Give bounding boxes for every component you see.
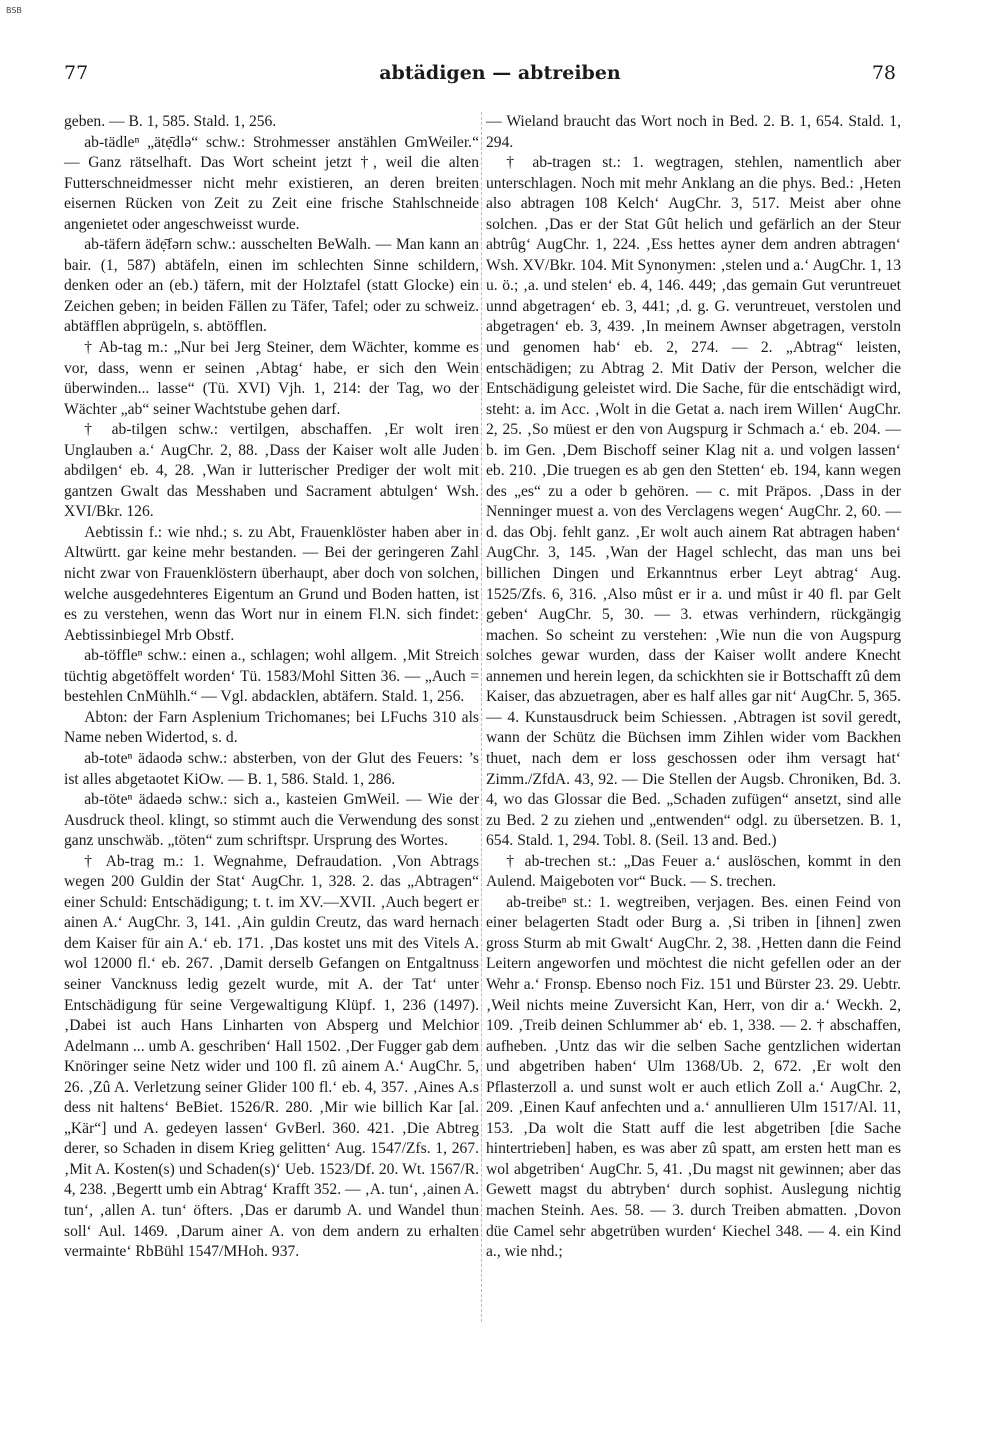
dictionary-entry: ab-tädleⁿ „ätẹ̄dlə“ schw.: Strohmesser anstählen GmWeiler.“ — Ganz rätselhaft. Das Wort scheint jetzt †, weil die alten Futterschneidmesser nicht mehr existieren, an deren breiten eisernen Rücken von Zeit zu Zeit eine frische Stahlschneide angenietet oder angeschweisst wurde.	[64, 133, 479, 233]
left-page-number: 77	[64, 62, 89, 84]
dictionary-entry: ab-treibeⁿ st.: 1. wegtreiben, verjagen. Bes. einen Feind von einer belagerten Stadt oder Burg a. ‚Si triben in [ihnen] zwen gross Sturm ab mit Gwalt‘ AugChr. 2, 38. ‚Hetten dann die Feind Leitern angeworfen und möchtest die nicht gefellen oder an der Wehr a.‘ Fronsp. Ebenso noch Fiz. 151 und Bürster 23. 29. Uebtr. ‚Weil nichts meine Zuversicht Kan, Herr, von dir a.‘ Weckh. 2, 109. ‚Treib deinen Schlummer ab‘ eb. 1, 338. — 2. † abschaffen, aufheben. ‚Untz das wir die selben Sache gentzlichen widertan und abgetriben haben‘ Ulm 1368/Ub. 2, 672. ‚Er wolt den Pflasterzoll a. und sunst wolt er auch etlich Zoll a.‘ AugChr. 2, 209. ‚Einen Kauf anfechten und a.‘ annullieren Ulm 1517/Al. 11, 153. ‚Da wolt die Statt auff die lest abgetriben [die Sache hintertrieben] haben, es was aber zû spatt, am ersten hett man es wol abgetriben‘ AugChr. 5, 41. ‚Du magst nit gewinnen; aber das Gewett magst du abtryben‘ durch sophist. Auslegung nichtig machen Steinh. Aes. 58. — 3. durch Treiben abmatten. ‚Dovon düe Camel sehr abgetrüben wurden‘ Kiechel 348. — 4. ein Kind a., wie nhd.;	[486, 893, 901, 1261]
continuation-text: geben. — B. 1, 585. Stald. 1, 256.	[64, 113, 277, 130]
dictionary-entry: † ab-tilgen schw.: vertilgen, abschaffen. ‚Er wolt iren Unglauben a.‘ AugChr. 2, 88. ‚Dass der Kaiser wolt alle Juden abdilgen‘ eb. 4, 28. ‚Wan ir lutterischer Prediger der wolt mit gantzen Gwalt das Messhaben und Sacrament abtulgen‘ Wsh. XVI/Bkr. 126.	[64, 421, 479, 521]
dictionary-entry: Abton: der Farn Asplenium Trichomanes; bei LFuchs 310 als Name neben Widertod, s. d.	[64, 708, 479, 747]
dictionary-entry: † Ab-tag m.: „Nur bei Jerg Steiner, dem Wächter, komme es vor, dass, wenn er seinen ‚Abtag‘ habe, er sich den Wein überwinden... lasse“ (Tü. XVI) Vjh. 1, 214: der Tag, wo der Wächter „ab“ seiner Wachtstube gehen darf.	[64, 339, 479, 418]
left-column	[64, 112, 479, 1263]
right-column	[486, 112, 901, 1263]
dictionary-entry: Aebtissin f.: wie nhd.; s. zu Abt, Frauenklöster haben aber in Altwürtt. gar keine mehr bestanden. — Bei der geringeren Zahl nicht zwar von Frauenklöstern überhaupt, aber doch von solchen, welche ausgedehnteres Eigentum an Grund und Boden hatten, ist es zu verstehen, wenn das Wort nur in einem Fl.N. sich findet: Aebtissinbiegel Mrb Obstf.	[64, 523, 479, 644]
dictionary-entry: ab-töffleⁿ schw.: einen a., schlagen; wohl allgem. ‚Mit Streich tüchtig abgetöffelt worden‘ Tü. 1583/Mohl Sitten 36. — „Auch = bestehlen CnMühlh.“ — Vgl. abdacklen, abtäfern. Stald. 1, 256.	[64, 647, 479, 706]
dictionary-entry: † ab-trechen st.: „Das Feuer a.‘ auslöschen, kommt in den Aulend. Maigeboten vor“ Buck. — S. trechen.	[486, 852, 901, 891]
dictionary-entry: † ab-tragen st.: 1. wegtragen, stehlen, namentlich aber unterschlagen. Noch mit mehr Anklang an die phys. Bed.: ‚Heten also abtragen 108 Kelch‘ AugChr. 3, 517. Meist aber ohne solchen. ‚Das er der Stat Gût helich und gefärlich an der Steur abtrûg‘ AugChr. 1, 224. ‚Ess hettes ayner dem andren abtragen‘ Wsh. XV/Bkr. 104. Mit Synonymen: ‚stelen und a.‘ AugChr. 1, 13 u. ö.; ‚a. und stelen‘ eb. 4, 146. 449; ‚das gemain Gut veruntreuet unnd abgetragen‘ eb. 3, 441; ‚d. g. G. veruntreuet, verstolen und abgetragen‘ eb. 3, 439. ‚In meinem Awnser abgetragen, verstoln und genomen hab‘ eb. 2, 274. — 2. „Abtrag“ leisten, entschädigen; zu Abtrag 2. Mit Dativ der Person, welcher die Entschädigung geleistet wird. Die Sache, für die entschädigt wird, steht: a. im Acc. ‚Wolt in die Getat a. nach irem Willen‘ AugChr. 2, 25. ‚So müest er den von Augspurg ir Schmach a.‘ eb. 204. — b. im Gen. ‚Dem Bischoff seiner Klag nit a. und volgen lassen‘ eb. 210. ‚Die truegen es ab gen den Stetten‘ eb. 194, kann wegen des „es“ zu a oder b gehören. — c. mit Präpos. ‚Dass in der Nenninger muest a. von des Verclagens wegen‘ AugChr. 2, 60. — d. das Obj. fehlt ganz. ‚Er wolt auch ainem Rat abtragen haben‘ AugChr. 3, 145. ‚Wan der Hagel schlecht, das man uns bei billichen Dingen und Erkanntnus erber Leyt abtrag‘ Aug. 1525/Zfs. 6, 316. ‚Also mûst er ir a. und mûst ir 40 fl. par Gelt geben‘ AugChr. 5, 30. — 3. etwas verhindern, rückgängig machen. So scheint zu verstehen: ‚Wie nun die von Augspurg solches gewar wurden, dass der Kaiser wollt andere Knecht annemen und herein legen, da schickhten sie ir Bottschafft zû dem Kaiser, das abzuetragen, aber es half alles gar nit‘ AugChr. 5, 365. — 4. Kunstausdruck beim Schiessen. ‚Abtragen ist sovil geredt, wann der Schütz die Büchsen imm Zihlen wider vom Backhen thuet, nach dem er loss geschossen oder ihm versagt hat‘ Zimm./ZfdA. 43, 92. — Die Stellen der Augsb. Chroniken, Bd. 3. 4, wo das Glossar die Bed. „Schaden zufügen“ ansetzt, sind alle zu Bed. 2 zu ziehen und „entwenden“ odgl. zu übersetzen. B. 1, 654. Stald. 1, 294. Tobl. 8. (Seil. 13 and. Bed.)	[486, 154, 901, 850]
dictionary-entry: † Ab-trag m.: 1. Wegnahme, Defraudation. ‚Von Abtrags wegen 200 Guldin der Stat‘ AugChr. 1, 328. 2. das „Abtragen“ einer Schuld: Entschädigung; t. t. im XV.—XVII. ‚Auch begert er ainen A.‘ AugChr. 3, 141. ‚Ain guldin Creutz, das ward hernach dem Kaiser für ain A.‘ eb. 171. ‚Das kostet uns mit des Vitels A. wol 12000 fl.‘ eb. 267. ‚Damit derselb Gefangen on Entgaltnuss seiner Vancknuss ledig gezelt wurde, mit A. der Tat‘ unter Entschädigung für seine Vergewaltigung Klüpf. 1, 236 (1497). ‚Dabei ist auch Hans Linharten von Absperg und Melchior Adelmann ... umb A. geschriben‘ Hall 1502. ‚Der Fugger gab dem Knöringer seine Netz wider und 100 fl. zû ainem A.‘ AugChr. 5, 26. ‚Zû A. Verletzung seiner Glider 100 fl.‘ eb. 4, 357. ‚Aines A.s dess nit haltens‘ BeBiet. 1526/R. 280. ‚Mir wie billich Kar [al. „Kär“] und A. gedeyen lassen‘ GvBerl. 360. 421. ‚Die Abtreg derer, so Schaden in disem Krieg gelitten‘ Aug. 1547/Zfs. 1, 267. ‚Mit A. Kosten(s) und Schaden(s)‘ Ueb. 1523/Df. 20. Wt. 1567/R. 4, 238. ‚Begertt umb ein Abtrag‘ Krafft 352. — ‚A. tun‘, ‚ainen A. tun‘, ‚allen A. tun‘ öfters. ‚Das er darumb A. und Wandel thun soll‘ Aul. 1469. ‚Darum ainer A. von dem andern zu erhalten vermainte‘ RbBühl 1547/MHoh. 937.	[64, 852, 479, 1261]
dictionary-entry: ab-toteⁿ ädaodə schw.: absterben, von der Glut des Feuers: ’s ist alles abgetaotet KiOw. — B. 1, 586. Stald. 1, 286.	[64, 749, 479, 788]
library-stamp: BSB	[6, 6, 22, 15]
right-page-number: 78	[871, 62, 896, 84]
running-header-title: abtädigen — abtreiben	[379, 62, 621, 84]
column-separator	[481, 112, 483, 1322]
dictionary-entry: ab-täfern ädẹ̄fərn schw.: ausschelten BeWalh. — Man kann an bair. (1, 587) abtäfeln, einen im schlechten Sinne schildern, denken oder an (eb.) täfern, mit der Holztafel (statt Glocke) ein Zeichen geben; in beiden Fällen zu Täfer, Tafel; oder zu schweiz. abtäfflen abprügeln, s. abtöfflen.	[64, 236, 479, 336]
continuation-text: — Wieland braucht das Wort noch in Bed. 2. B. 1, 654. Stald. 1, 294.	[486, 113, 901, 151]
dictionary-entry: ab-töteⁿ ädaedə schw.: sich a., kasteien GmWeil. — Wie der Ausdruck theol. klingt, so stimmt auch die Verwendung des sonst ganz unschwäb. „töten“ zum schriftspr. Ursprung des Wortes.	[64, 791, 479, 850]
